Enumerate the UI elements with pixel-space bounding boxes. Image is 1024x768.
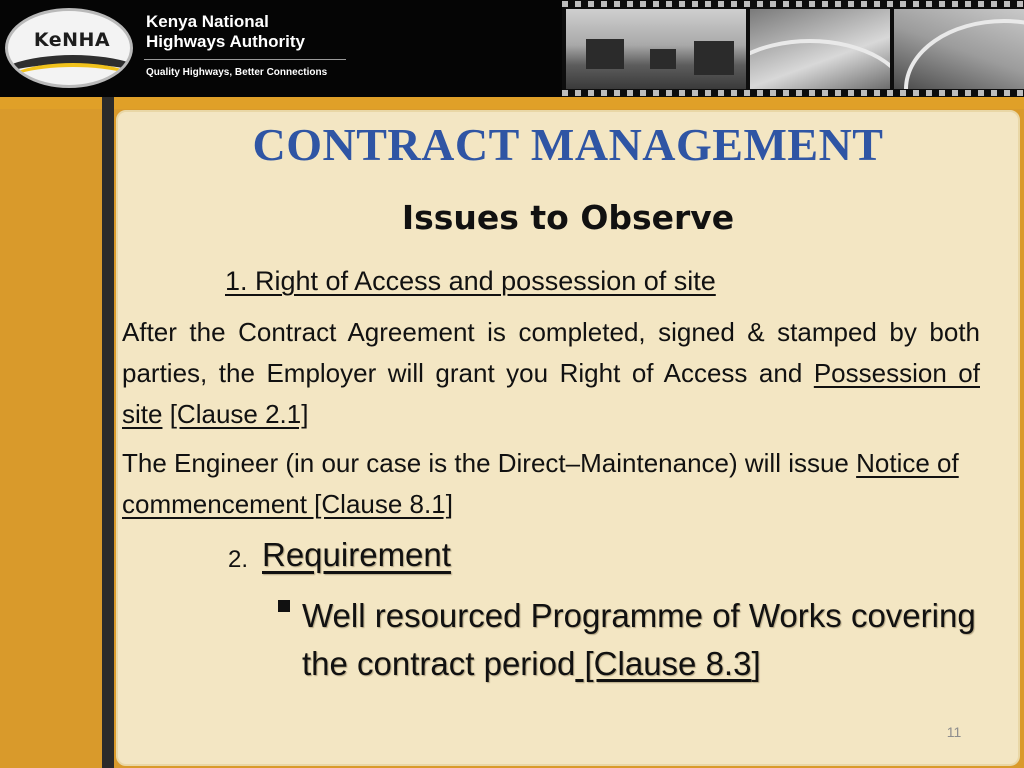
possession-of-site-link[interactable]: Possession of site — [122, 358, 980, 429]
access-paragraph-text: After the Contract Agreement is completed, signed & stamped by both parties, the Employer will grant you Right of Access and — [122, 317, 980, 388]
film-perforation-bottom — [562, 90, 1024, 96]
clause-2-1-link[interactable]: [Clause 2.1] — [169, 399, 309, 429]
org-name-line2: Highways Authority — [146, 32, 305, 51]
section2-number: 2. — [228, 546, 249, 573]
section2-heading: Requirement — [262, 536, 451, 573]
organization-name — [146, 12, 346, 52]
requirement-bullet: Well resourced Programme of Works covering the contract period [Clause 8.3] — [302, 597, 976, 682]
square-bullet-icon — [278, 600, 290, 612]
engineer-paragraph — [122, 443, 980, 525]
film-perforation-top — [562, 1, 1024, 7]
header-accent-bar — [0, 97, 1024, 109]
logo-text: KeNHA — [33, 29, 111, 51]
left-accent-stripe — [102, 97, 114, 768]
header-divider — [144, 59, 346, 60]
engineer-paragraph-text: The Engineer (in our case is the Direct–Maintenance) will issue — [122, 448, 857, 478]
highway-photo — [894, 9, 1024, 89]
slide-title: CONTRACT MANAGEMENT — [252, 119, 884, 170]
kenha-logo — [5, 8, 133, 88]
access-paragraph — [122, 312, 980, 435]
slide-subtitle: Issues to Observe — [401, 198, 735, 237]
section1-heading: 1. Right of Access and possession of site — [225, 266, 716, 296]
page-number: 11 — [946, 724, 962, 740]
header-banner — [0, 0, 1024, 97]
org-name-line1: Kenya National — [146, 12, 269, 31]
clause-8-3-link[interactable]: [Clause 8.3 — [575, 645, 752, 682]
tagline: Quality Highways, Better Connections — [146, 67, 328, 78]
highway-curve-photo — [750, 9, 890, 89]
road-construction-photo — [566, 9, 746, 89]
notice-of-commencement-link[interactable]: Notice of commencement [Clause 8.1] — [122, 448, 959, 519]
bullet-text: Well resourced Programme of Works covering the contract period — [302, 597, 976, 682]
road-photo-filmstrip — [562, 0, 1024, 97]
